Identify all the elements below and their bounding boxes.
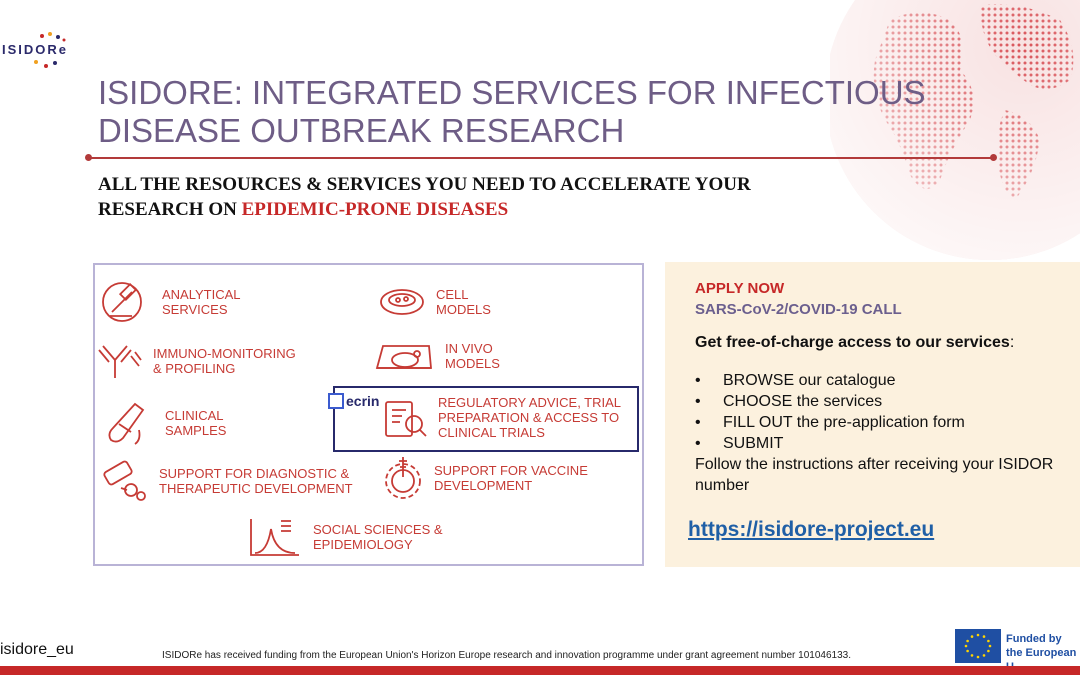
service-label-line: IN VIVO — [445, 341, 493, 356]
diagnostic-kit-icon — [101, 458, 149, 504]
page-title: ISIDORE: INTEGRATED SERVICES FOR INFECTIOUS DISEASE OUTBREAK RESEARCH — [98, 74, 926, 149]
regulatory-document-icon — [380, 396, 430, 440]
bullet: • — [695, 414, 701, 431]
service-label-line: SERVICES — [162, 302, 228, 317]
apply-now-heading: APPLY NOW — [695, 280, 785, 297]
service-label-line: DEVELOPMENT — [434, 478, 533, 493]
list-item — [695, 391, 965, 412]
follow-line: number — [695, 477, 750, 494]
ecrin-icon — [328, 393, 344, 409]
funding-statement: ISIDORe has received funding from the European Union's Horizon Europe research and innovation programme under grant agreement number 101046133. — [162, 650, 851, 661]
service-label-line: PREPARATION & ACCESS TO — [438, 410, 620, 425]
list-item — [695, 433, 965, 454]
tagline-highlight: EPIDEMIC-PRONE DISEASES — [241, 199, 509, 220]
service-label-line: REGULATORY ADVICE, TRIAL — [438, 395, 622, 410]
service-label-line: SUPPORT FOR VACCINE — [434, 463, 588, 478]
call-panel — [665, 262, 1080, 567]
microscope-icon — [98, 280, 150, 324]
service-label-line: SUPPORT FOR DIAGNOSTIC & — [159, 466, 350, 481]
service-immuno — [95, 340, 296, 382]
service-vaccine — [380, 453, 588, 503]
step-text: FILL OUT the pre-application form — [723, 414, 965, 431]
service-social — [245, 515, 443, 559]
eu-flag-icon — [955, 629, 1001, 663]
service-label-line: MODELS — [436, 302, 491, 317]
bullet: • — [695, 435, 701, 452]
service-diagnostic — [101, 458, 353, 504]
tagline-line1: ALL THE RESOURCES & SERVICES YOU NEED TO ACCELERATE YOUR — [98, 174, 751, 195]
eu-line: the European — [1006, 647, 1077, 659]
petri-dish-icon — [378, 285, 426, 319]
distribution-chart-icon — [245, 515, 303, 559]
list-item — [695, 370, 965, 391]
service-label-line: SOCIAL SCIENCES & — [313, 522, 443, 537]
follow-line: Follow the instructions after receiving your ISIDOR — [695, 456, 1054, 473]
title-divider — [88, 157, 994, 159]
vaccine-gear-icon — [380, 453, 426, 503]
service-label-line: & PROFILING — [153, 361, 236, 376]
project-website-link[interactable]: https://isidore-project.eu — [688, 518, 935, 541]
tagline-line2-prefix: RESEARCH ON — [98, 199, 237, 220]
list-item — [695, 412, 965, 433]
antibody-icon — [95, 340, 143, 382]
service-clinical-samples — [105, 400, 226, 446]
step-text: SUBMIT — [723, 435, 784, 452]
service-label-line: ANALYTICAL — [162, 287, 241, 302]
footer-bar — [0, 666, 1080, 675]
ecrin-logo — [325, 393, 382, 409]
eu-line: Funded by — [1006, 633, 1062, 645]
service-label-line: IMMUNO-MONITORING — [153, 346, 296, 361]
bullet: • — [695, 393, 701, 410]
access-bold-text: Get free-of-charge access to our services — [695, 334, 1010, 351]
service-label-line: EPIDEMIOLOGY — [313, 537, 413, 552]
isidore-logo — [0, 30, 100, 70]
service-regulatory — [380, 395, 621, 440]
service-cell-models — [378, 285, 491, 319]
bullet: • — [695, 372, 701, 389]
test-tube-icon — [105, 400, 153, 446]
service-label-line: MODELS — [445, 356, 500, 371]
service-label-line: CLINICAL — [165, 408, 224, 423]
service-label-line: CELL — [436, 287, 469, 302]
divider-dot-left — [85, 154, 92, 161]
service-label-line: SAMPLES — [165, 423, 227, 438]
call-name: SARS-CoV-2/COVID-19 CALL — [695, 301, 902, 318]
service-label-line: THERAPEUTIC DEVELOPMENT — [159, 481, 353, 496]
service-label-line: CLINICAL TRIALS — [438, 425, 545, 440]
step-text: BROWSE our catalogue — [723, 372, 896, 389]
follow-instructions — [695, 454, 1080, 496]
services-panel — [93, 263, 644, 566]
logo-text: ISIDORe — [2, 42, 69, 57]
steps-list — [695, 370, 965, 454]
mouse-icon — [373, 338, 435, 374]
access-statement — [695, 334, 1014, 352]
divider-dot-right — [990, 154, 997, 161]
social-handle[interactable]: isidore_eu — [0, 641, 74, 658]
service-analytical — [98, 280, 241, 324]
service-in-vivo — [373, 338, 500, 374]
ecrin-label: ecrin — [346, 393, 380, 409]
access-colon: : — [1009, 334, 1015, 351]
tagline — [98, 172, 751, 222]
step-text: CHOOSE the services — [723, 393, 883, 410]
